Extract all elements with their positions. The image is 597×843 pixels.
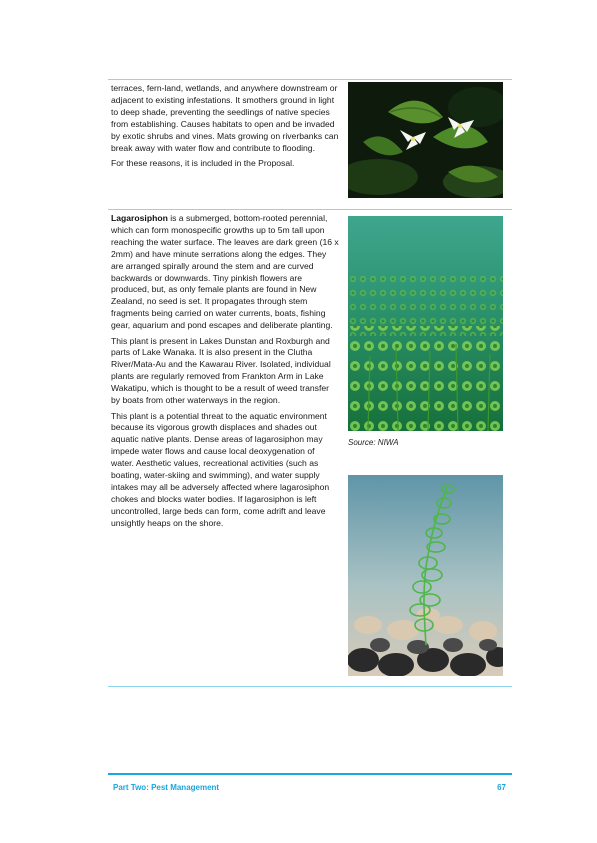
- text-block-1: [111, 83, 339, 173]
- text-block-2: [111, 213, 339, 533]
- paragraph: terraces, fern-land, wetlands, and anywhere downstream or adjacent to existing infestations. It smothers ground in light to deep shade, preventing the seedlings of native species from establishing. Causes habitats to open and be invaded by exotic shrubs and vines. Mats growing on riverbanks can break away with water flow and contribute to flooding.: [111, 83, 339, 153]
- paragraph: For these reasons, it is included in the Proposal.: [111, 157, 295, 168]
- species-name: Lagarosiphon: [111, 213, 168, 223]
- paragraph: [111, 213, 339, 332]
- footer-rule: [108, 773, 512, 775]
- paragraph: This plant is a potential threat to the aquatic environment because its vigorous growth displaces and shades out aquatic native plants. Dense areas of lagarosiphon may impede water flows and cause local deoxygenation of water. Aesthetic values, recreational activities (such as boating, water-skiing and swimming), and water supply intakes may all be adversely affected where lagarosiphon chokes and blocks water bodies. If lagarosiphon is left uncontrolled, large beds can form, come adrift and leave unsightly heaps on the shore.: [111, 410, 330, 528]
- photo-white-flowers: [348, 82, 503, 198]
- top-divider: [108, 79, 512, 80]
- bottom-divider: [108, 686, 512, 687]
- page-number: 67: [497, 783, 506, 792]
- photo-caption: Source: NIWA: [348, 438, 399, 447]
- footer-section-title: Part Two: Pest Management: [113, 783, 220, 792]
- paragraph: This plant is present in Lakes Dunstan and Roxburgh and parts of Lake Wanaka. It is also present in the Clutha River/Mata-Au and the Kawarau River. Isolated, individual plants are regularly removed from Frankton Arm in Lake Wakatipu, which is thought to be a result of weed transfer by boats from other waterways in the region.: [111, 335, 331, 406]
- paragraph-text: is a submerged, bottom-rooted perennial, which can form monospecific growths up to 5m tall upon reaching the water surface. The leaves are dark green (16 x 2mm) and have minute serrations along the edges. They are arranged spirally around the stem and are curved backwards or downwards. Tiny pinkish flowers are produced, but, as only female plants are found in New Zealand, no seed is set. It propagates through stem fragments being carried on water currents, boats, fishing gear, aquarium and pond escapes and deliberate planting.: [111, 213, 339, 331]
- photo-lagarosiphon-stem: [348, 475, 503, 676]
- photo-lagarosiphon-bed: [348, 216, 503, 431]
- section-divider: [108, 209, 512, 210]
